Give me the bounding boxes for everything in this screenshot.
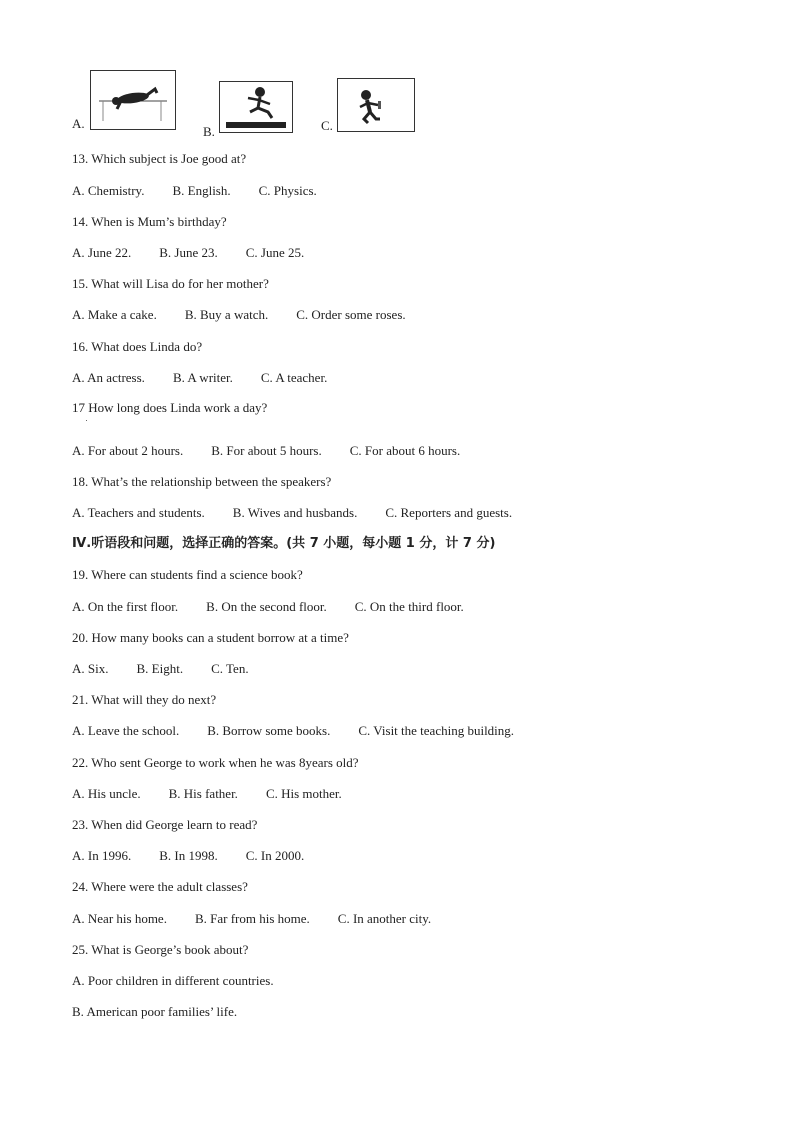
option-c[interactable]: C. Physics. [258,183,317,198]
option-a[interactable]: A. Chemistry. [72,183,145,198]
option-label: C. [321,118,333,133]
option-a[interactable]: A. For about 2 hours. [72,443,184,458]
option-c[interactable]: C. A teacher. [260,370,328,385]
option-a[interactable]: A. Six. [72,661,109,676]
option-c[interactable]: C. In 2000. [245,848,305,863]
option-c[interactable]: C. In another city. [337,911,432,926]
question-22: 22. Who sent George to work when he was 8years old? [72,755,359,770]
option-a[interactable]: A. June 22. [72,245,132,260]
option-label: B. [203,124,215,139]
question-21: 21. What will they do next? [72,692,217,707]
question-14: 14. When is Mum’s birthday? [72,214,227,229]
question-23-options [72,848,304,864]
question-15-options [72,307,406,323]
question-18: 18. What’s the relationship between the speakers? [72,474,332,489]
picture-option-c[interactable] [321,70,416,132]
question-19: 19. Where can students find a science book? [72,567,303,582]
question-20: 20. How many books can a student borrow at a time? [72,630,349,645]
option-c[interactable]: C. On the third floor. [354,599,464,614]
section-4-heading: Ⅳ.听语段和问题，选择正确的答案。(共 7 小题，每小题 1 分，计 7 分) [72,536,496,551]
high-jump-picture [90,70,176,130]
question-18-options [72,505,512,521]
question-16-options [72,370,327,386]
option-b[interactable]: B. Far from his home. [194,911,310,926]
stray-mark [86,420,87,421]
option-c[interactable]: C. Reporters and guests. [385,505,513,520]
question-19-options [72,599,464,615]
question-13-options [72,183,317,199]
option-b[interactable]: B. A writer. [172,370,233,385]
option-a[interactable]: A. An actress. [72,370,145,385]
option-b[interactable]: B. His father. [168,786,238,801]
option-b[interactable]: B. Borrow some books. [207,723,331,738]
question-22-options [72,786,342,802]
option-a[interactable]: A. Leave the school. [72,723,180,738]
option-b[interactable]: B. In 1998. [159,848,218,863]
option-a[interactable]: A. Near his home. [72,911,167,926]
option-b[interactable]: B. Wives and husbands. [232,505,358,520]
option-label: A. [72,116,85,131]
option-b[interactable]: B. Eight. [136,661,184,676]
option-a[interactable]: A. In 1996. [72,848,132,863]
option-c[interactable]: C. For about 6 hours. [349,443,461,458]
question-23: 23. When did George learn to read? [72,817,258,832]
question-24-options [72,911,431,927]
question-17: 17 How long does Linda work a day? [72,400,268,415]
option-c[interactable]: C. Ten. [211,661,249,676]
option-c[interactable]: C. June 25. [245,245,305,260]
question-13: 13. Which subject is Joe good at? [72,151,247,166]
option-b[interactable]: B. American poor families’ life. [72,1004,238,1019]
running-picture [337,78,415,132]
option-b[interactable]: B. Buy a watch. [184,307,269,322]
option-a[interactable]: A. His uncle. [72,786,141,801]
option-a[interactable]: A. Teachers and students. [72,505,205,520]
picture-option-b[interactable] [203,76,298,138]
option-b[interactable]: B. For about 5 hours. [211,443,322,458]
question-14-options [72,245,304,261]
question-16: 16. What does Linda do? [72,339,203,354]
option-b[interactable]: B. June 23. [159,245,218,260]
question-15: 15. What will Lisa do for her mother? [72,276,269,291]
option-c[interactable]: C. His mother. [265,786,342,801]
option-a[interactable]: A. Make a cake. [72,307,157,322]
question-17-options [72,443,460,459]
picture-option-a[interactable] [72,70,177,130]
option-c[interactable]: C. Order some roses. [296,307,406,322]
question-25: 25. What is George’s book about? [72,942,249,957]
option-b[interactable]: B. English. [172,183,231,198]
option-a[interactable]: A. Poor children in different countries. [72,973,274,988]
question-21-options [72,723,514,739]
option-b[interactable]: B. On the second floor. [206,599,327,614]
option-c[interactable]: C. Visit the teaching building. [358,723,515,738]
option-a[interactable]: A. On the first floor. [72,599,179,614]
question-24: 24. Where were the adult classes? [72,879,248,894]
question-20-options [72,661,249,677]
long-jump-picture [219,81,293,133]
